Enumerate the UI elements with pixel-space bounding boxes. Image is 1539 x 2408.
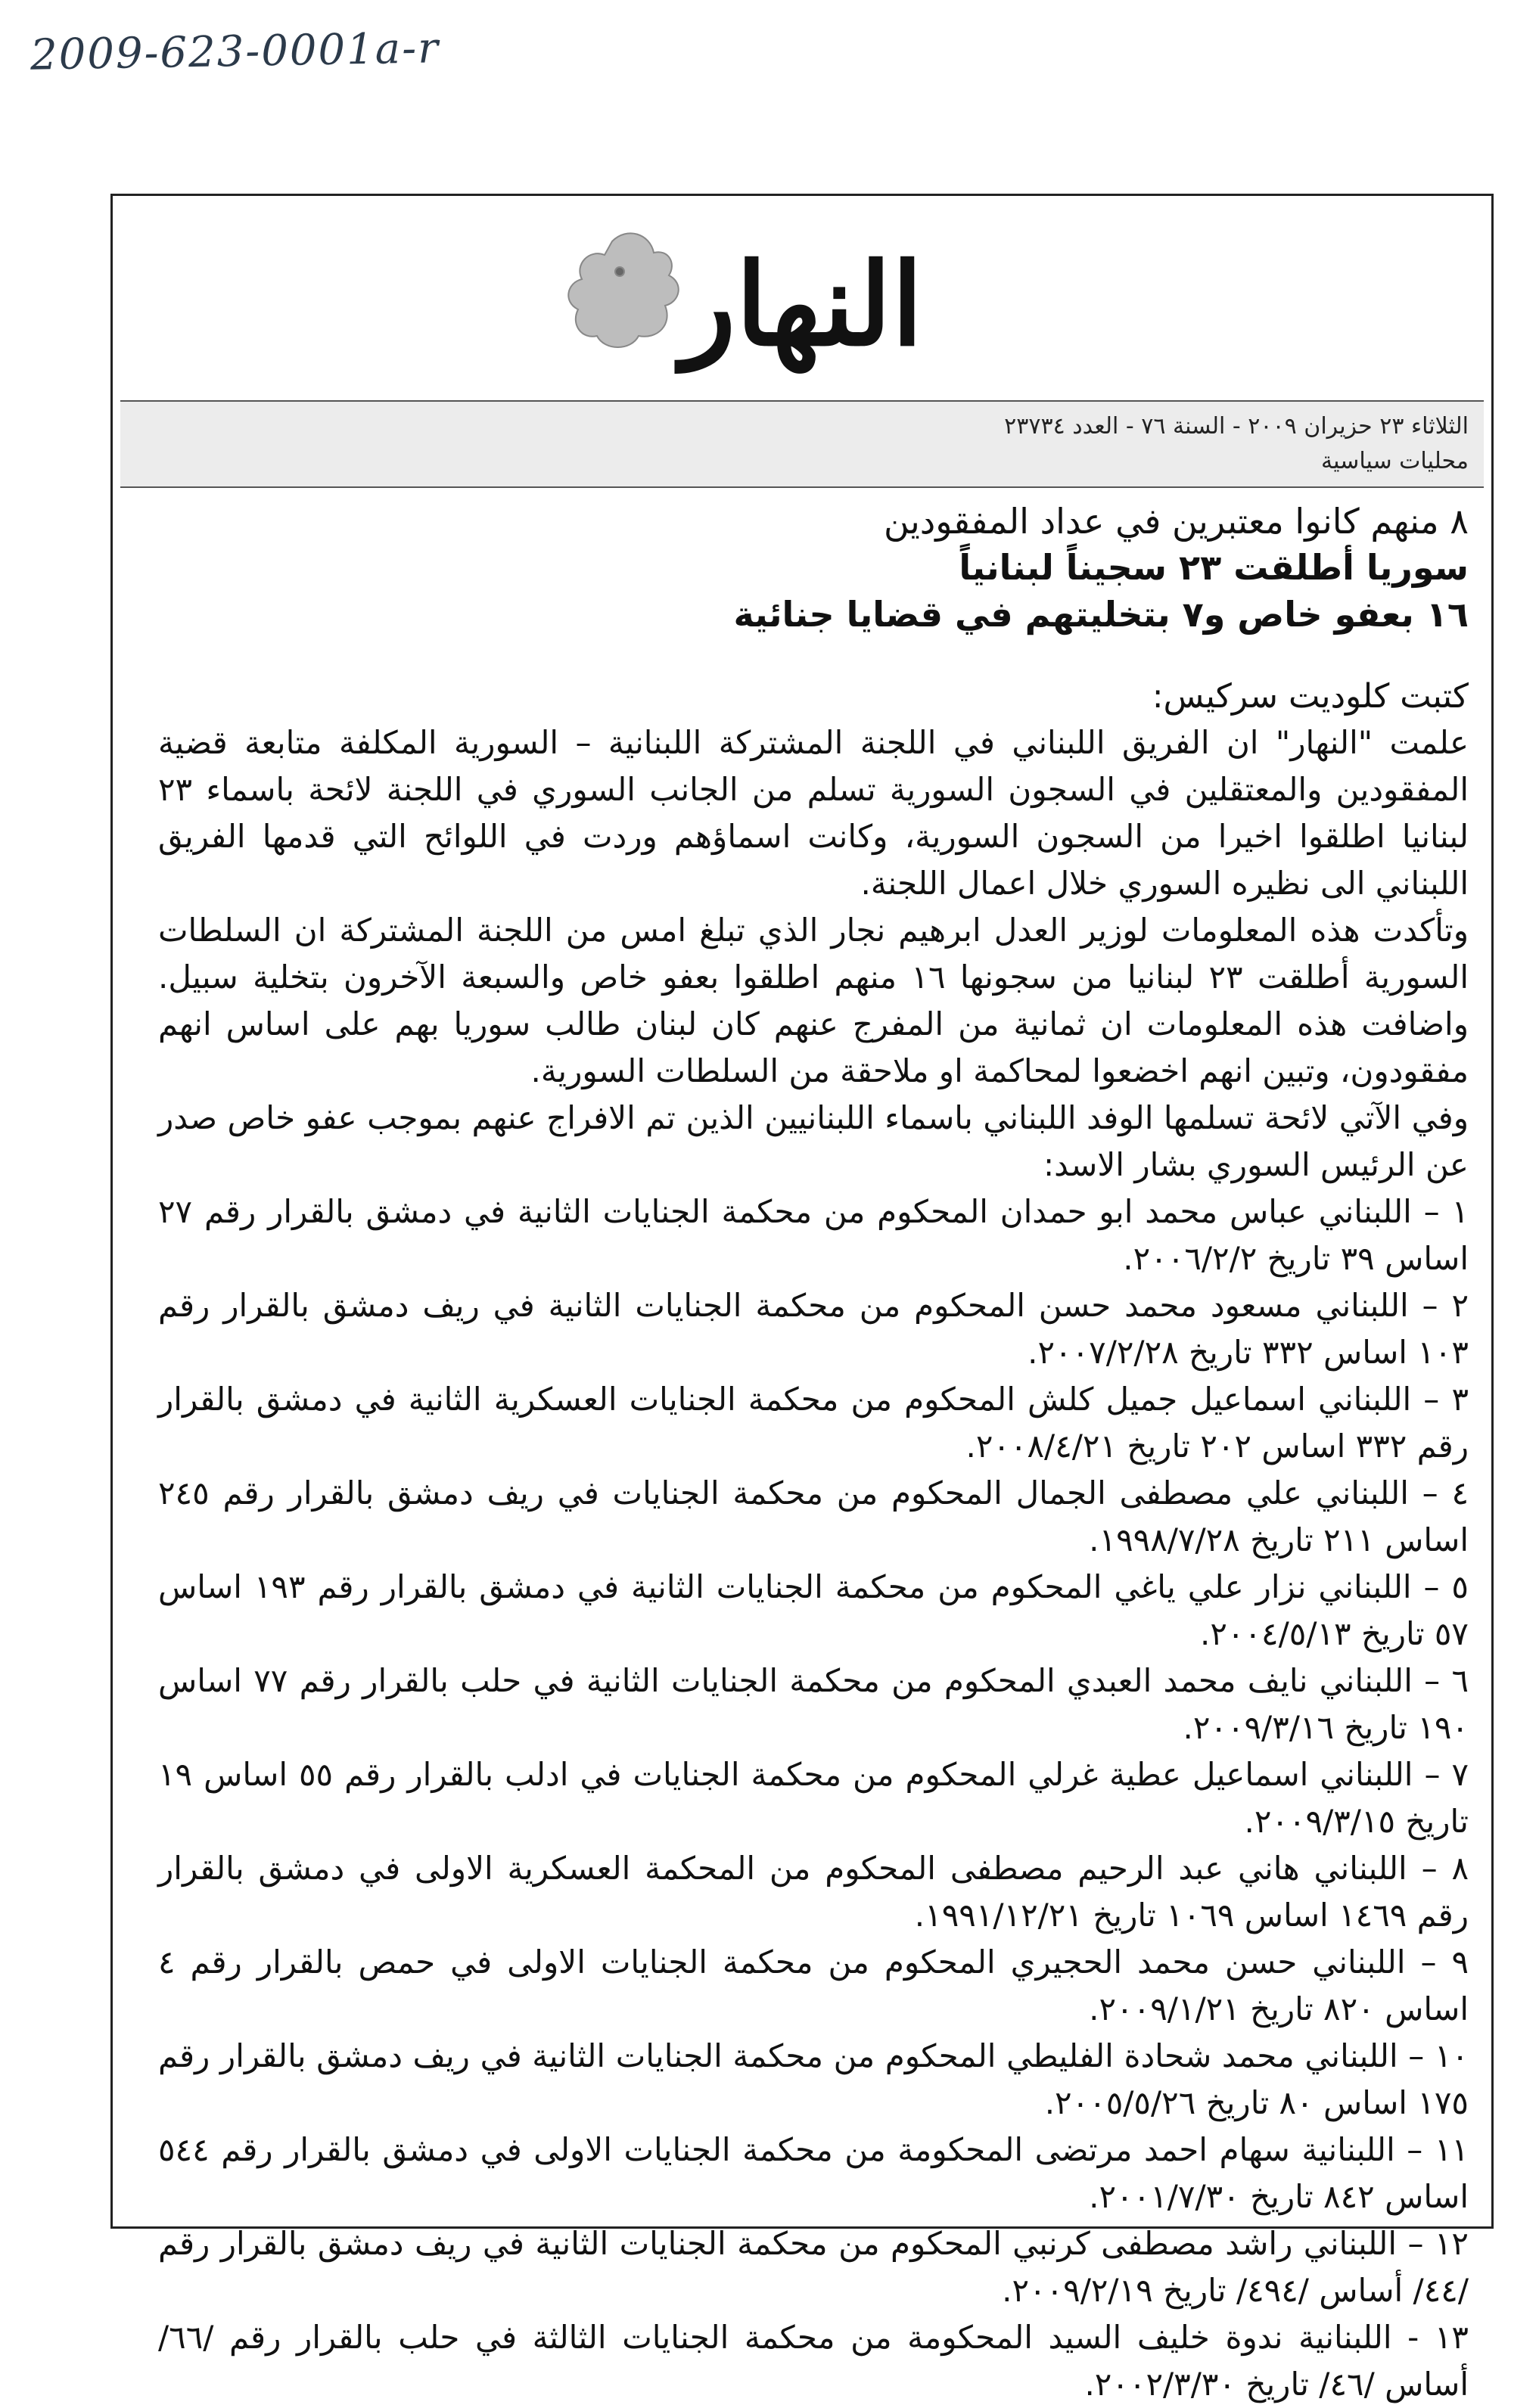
list-item: ٢ – اللبناني مسعود محمد حسن المحكوم من محكمة الجنايات الثانية في ريف دمشق بالقرار رقم ١٠٣ اساس ٣٣٢ تاريخ ٢٠٠٧/٢/٢٨. (158, 1287, 1469, 1371)
list-item: ١ – اللبناني عباس محمد ابو حمدان المحكوم من محكمة الجنايات الثانية في دمشق بالقرار رقم ٢٧ اساس ٣٩ تاريخ ٢٠٠٦/٢/٢. (158, 1193, 1469, 1277)
article-byline: كتبت كلوديت سركيس: (1152, 677, 1469, 716)
masthead (113, 196, 1491, 400)
section-label: محليات سياسية (1321, 448, 1469, 474)
list-item: ٦ – اللبناني نايف محمد العبدي المحكوم من محكمة الجنايات الثانية في حلب بالقرار رقم ٧٧ اساس ١٩٠ تاريخ ٢٠٠٩/٣/١٦. (158, 1662, 1469, 1746)
list-item: ١١ – اللبنانية سهام احمد مرتضى المحكومة من محكمة الجنايات الاولى في دمشق بالقرار رقم ٥٤٤ اساس ٨٤٢ تاريخ ٢٠٠١/٧/٣٠. (158, 2131, 1469, 2215)
list-item: ١٢ – اللبناني راشد مصطفى كرنبي المحكوم من محكمة الجنايات الثانية في ريف دمشق بالقرار رقم /٤٤/ أساس /٤٩٤/ تاريخ ٢٠٠٩/٢/١٩. (158, 2225, 1469, 2309)
article-headline: سوريا أطلقت ٢٣ سجيناً لبنانياً (959, 547, 1469, 588)
article-paragraph: وتأكدت هذه المعلومات لوزير العدل ابرهيم نجار الذي تبلغ امس من اللجنة المشتركة ان السلطات السورية أطلقت ٢٣ لبنانيا من سجونها ١٦ منهم اطلقوا بعفو خاص والسبعة الآخرون بتخلية سبيل. واضافت هذه المعلومات ان ثمانية من المفرج عنهم كان لبنان طالب سوريا بهم على اساس انهم مفقودون، وتبين انهم اخضعوا لمحاكمة او ملاحقة من السلطات السورية. (158, 912, 1469, 1089)
article-kicker: ٨ منهم كانوا معتبرين في عداد المفقودين (883, 501, 1469, 542)
newspaper-logo: النهار (681, 238, 923, 371)
article-paragraph: وفي الآتي لائحة تسلمها الوفد اللبناني باسماء اللبنانيين الذين تم الافراج عنهم بموجب عفو خاص صدر عن الرئيس السوري بشار الاسد: (158, 1099, 1469, 1183)
list-item: ٣ – اللبناني اسماعيل جميل كلش المحكوم من محكمة الجنايات العسكرية الثانية في دمشق بالقرار رقم ٣٣٢ اساس ٢٠٢ تاريخ ٢٠٠٨/٤/٢١. (158, 1381, 1469, 1465)
list-item: ١٠ – اللبناني محمد شحادة الفليطي المحكوم من محكمة الجنايات الثانية في ريف دمشق بالقرار رقم ١٧٥ اساس ٨٠ تاريخ ٢٠٠٥/٥/٢٦. (158, 2037, 1469, 2121)
article-subheadline: ١٦ بعفو خاص و٧ بتخليتهم في قضايا جنائية (733, 594, 1469, 635)
list-item: ٨ – اللبناني هاني عبد الرحيم مصطفى المحكوم من المحكمة العسكرية الاولى في دمشق بالقرار رقم ١٤٦٩ اساس ١٠٦٩ تاريخ ١٩٩١/١٢/٢١. (158, 1850, 1469, 1934)
released-prisoners-list (158, 1188, 1469, 2408)
article-paragraph: علمت "النهار" ان الفريق اللبناني في اللجنة المشتركة اللبنانية – السورية المكلفة متابعة قضية المفقودين والمعتقلين في السجون السورية تسلم من الجانب السوري في اللجنة لائحة باسماء ٢٣ لبنانيا اطلقوا اخيرا من السجون السورية، وكانت اسماؤهم وردت في اللوائح التي قدمها الفريق اللبناني الى نظيره السوري خلال اعمال اللجنة. (158, 724, 1469, 902)
list-item: ٩ – اللبناني حسن محمد الحجيري المحكوم من محكمة الجنايات الاولى في حمص بالقرار رقم ٤ اساس ٨٢٠ تاريخ ٢٠٠٩/١/٢١. (158, 1943, 1469, 2027)
list-item: ٧ – اللبناني اسماعيل عطية غرلي المحكوم من محكمة الجنايات في ادلب بالقرار رقم ٥٥ اساس ١٩ تاريخ ٢٠٠٩/٣/١٥. (158, 1756, 1469, 1840)
clipping-frame (110, 194, 1494, 2403)
issue-dateline: الثلاثاء ٢٣ حزيران ٢٠٠٩ - السنة ٧٦ - العدد ٢٣٧٣٤ (1004, 413, 1469, 440)
article (158, 499, 1469, 2408)
handwritten-reference-note: 2009-623-0001a-r (30, 23, 440, 80)
list-item: ١٣ - اللبنانية ندوة خليف السيد المحكومة من محكمة الجنايات الثالثة في حلب بالقرار رقم /٦٦/ أساس /٤٦/ تاريخ ٢٠٠٢/٣/٣٠. (158, 2319, 1469, 2403)
issue-info-bar (120, 400, 1484, 488)
list-item: ٥ – اللبناني نزار علي ياغي المحكوم من محكمة الجنايات الثانية في دمشق بالقرار رقم ١٩٣ اساس ٥٧ تاريخ ٢٠٠٤/٥/١٣. (158, 1568, 1469, 1652)
list-item: ٤ – اللبناني علي مصطفى الجمال المحكوم من محكمة الجنايات في ريف دمشق بالقرار رقم ٢٤٥ اساس ٢١١ تاريخ ١٩٩٨/٧/٢٨. (158, 1474, 1469, 1558)
